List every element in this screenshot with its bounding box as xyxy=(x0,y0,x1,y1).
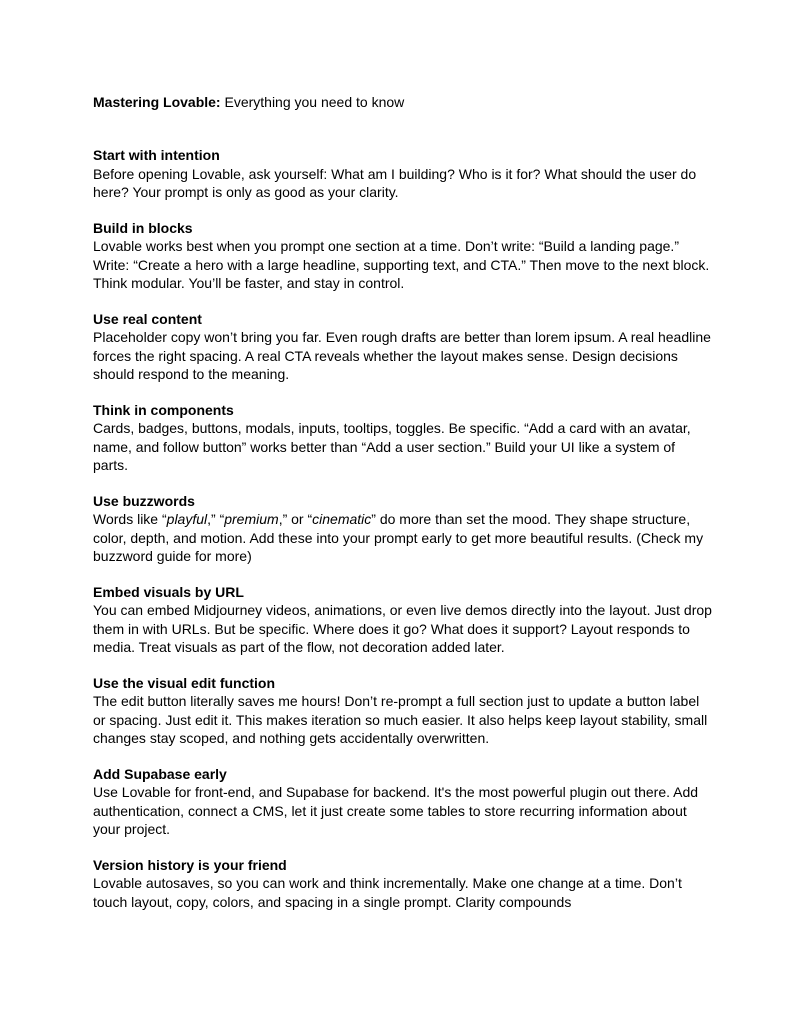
section-use-real-content xyxy=(93,310,713,384)
buzzword-italic: premium xyxy=(224,511,279,527)
section-body: You can embed Midjourney videos, animations, or even live demos directly into the layout. Just drop them in with URLs. But be specific. Where does it go? What does it support? Layout responds to media. Treat visuals as part of the flow, not decoration added later. xyxy=(93,602,712,655)
body-text: ,” or “ xyxy=(278,511,313,527)
section-body: Lovable autosaves, so you can work and think incrementally. Make one change at a time. Don’t touch layout, copy, colors, and spacing in a single prompt. Clarity compounds xyxy=(93,875,682,910)
section-use-buzzwords xyxy=(93,492,713,566)
section-heading: Build in blocks xyxy=(93,219,193,236)
section-heading: Version history is your friend xyxy=(93,856,287,873)
body-text: Words like “ xyxy=(93,511,167,527)
section-heading: Use real content xyxy=(93,310,202,327)
section-heading: Use buzzwords xyxy=(93,492,195,509)
body-text: ,” “ xyxy=(207,511,225,527)
section-body xyxy=(93,510,713,566)
section-version-history xyxy=(93,856,713,912)
section-body: Before opening Lovable, ask yourself: What am I building? Who is it for? What should the user do here? Your prompt is only as good as your clarity. xyxy=(93,165,697,200)
section-add-supabase-early xyxy=(93,765,713,839)
section-embed-visuals-by-url xyxy=(93,583,713,657)
document-content xyxy=(93,93,713,911)
section-think-in-components xyxy=(93,401,713,475)
section-body: Lovable works best when you prompt one section at a time. Don’t write: “Build a landing page.” Write: “Create a hero with a large headline, supporting text, and CTA.” Then move to the next block. Think modular. You’ll be faster, and stay in control. xyxy=(93,238,710,291)
section-body: Placeholder copy won’t bring you far. Even rough drafts are better than lorem ipsum. A real headline forces the right spacing. A real CTA reveals whether the layout makes sense. Design decisions should respond to the meaning. xyxy=(93,329,711,382)
body-text: ” do more than set the mood. They shape structure, color, depth, and motion. Add these into your prompt early to get more beautiful results. (Check my buzzword guide for more) xyxy=(93,511,704,564)
section-use-visual-edit xyxy=(93,674,713,748)
section-body: Cards, badges, buttons, modals, inputs, tooltips, toggles. Be specific. “Add a card with an avatar, name, and follow button” works better than “Add a user section.” Build your UI like a system of parts. xyxy=(93,420,691,473)
section-body: Use Lovable for front-end, and Supabase for backend. It's the most powerful plugin out there. Add authentication, connect a CMS, let it just create some tables to store recurring information about your project. xyxy=(93,784,699,837)
document-title-rest: Everything you need to know xyxy=(220,94,405,110)
section-heading: Start with intention xyxy=(93,147,220,163)
document-title-bold: Mastering Lovable: xyxy=(93,94,221,110)
section-body: The edit button literally saves me hours! Don’t re-prompt a full section just to update a button label or spacing. Just edit it. This makes iteration so much easier. It also helps keep layout stability, small changes stay scoped, and nothing gets accidentally overwritten. xyxy=(93,693,708,746)
section-heading: Use the visual edit function xyxy=(93,674,276,691)
section-build-in-blocks xyxy=(93,219,713,293)
section-start-with-intention xyxy=(93,146,713,202)
section-heading: Add Supabase early xyxy=(93,765,227,782)
buzzword-italic: cinematic xyxy=(312,511,372,527)
section-heading: Embed visuals by URL xyxy=(93,583,244,600)
buzzword-italic: playful xyxy=(166,511,208,527)
section-heading: Think in components xyxy=(93,401,234,418)
document-title xyxy=(93,93,713,111)
